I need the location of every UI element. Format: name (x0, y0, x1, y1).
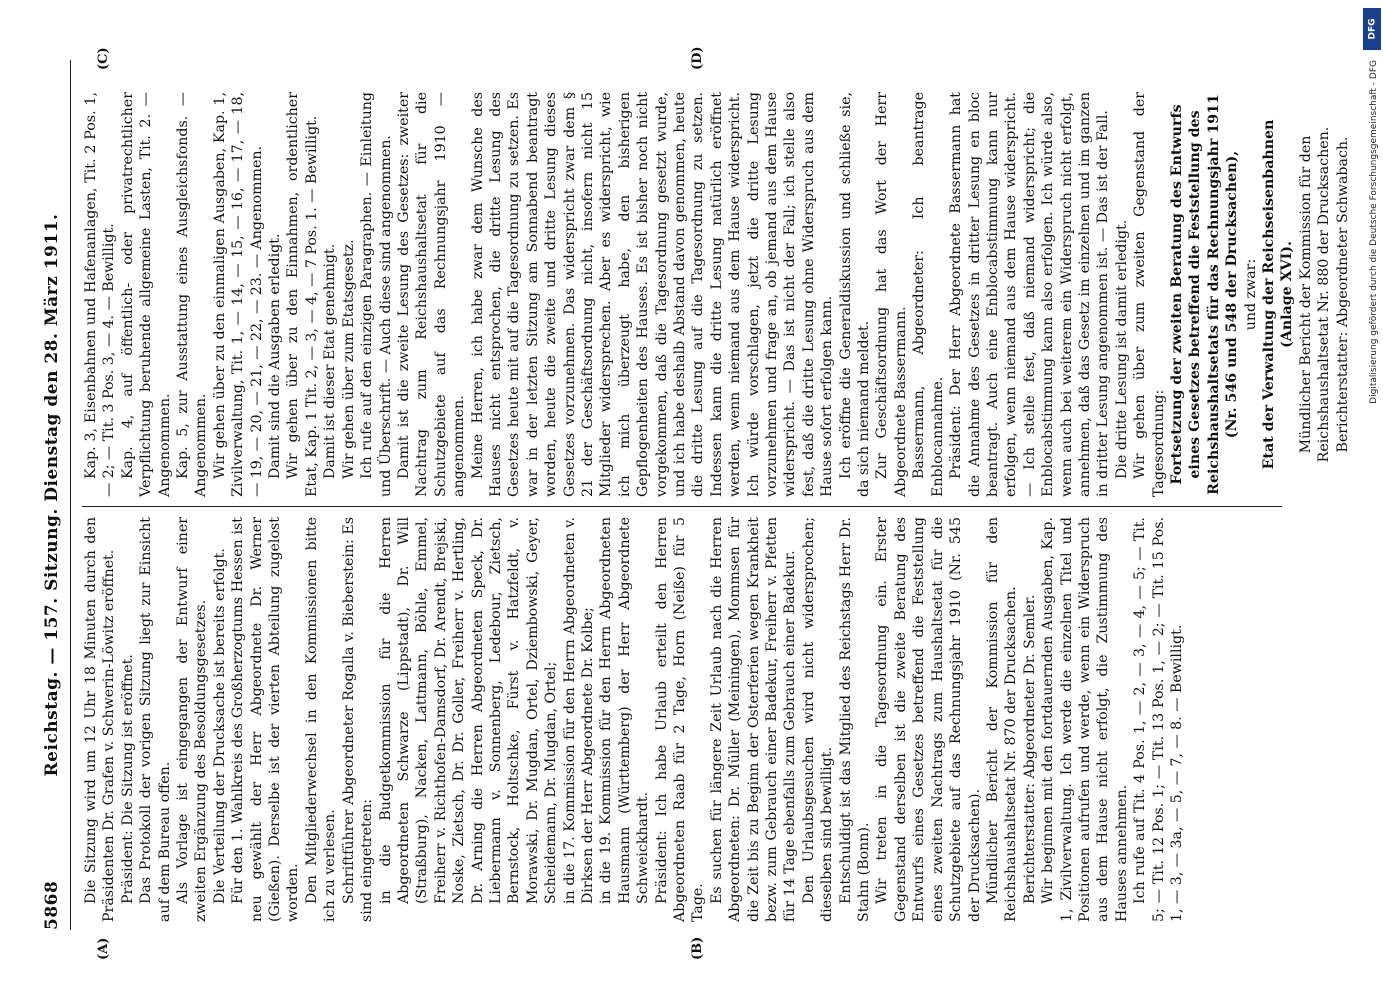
column-divider (82, 506, 1282, 507)
paragraph: Wir gehen über zum Etatsgesetz. (340, 239, 357, 479)
paragraph: Als Vorlage ist eingegangen der Entwurf einer zweiten Ergänzung des Besoldungsgesetzes. (175, 517, 210, 922)
paragraph: Berichterstatter: Abgeordneter Dr. Semler. (1021, 594, 1038, 904)
paragraph: in die Budgetkommission für die Herren Abgeordneten Schwarze (Lippstadt), Dr. Will (Straßburg), Nacken, Lattmann, Böhle, Emmel, Freiherr v. Richthofen-Damsdorf, Dr. Arendt, Brejski, Noske, Zietsch, Dr. Dr. Goller, Freiherr v. Hertling, Dr. Arning die Herren Abgeordneten Speck, Dr. Liebermann v. Sonnenberg, Ledebour, Zietsch, Bernstock, Holtschke, Fürst v. Hatzfeldt, v. Morawski, Dr. Mugdan, Ortel, Dziembowski, Geyer, Scheidemann, Dr. Mugdan, Ortel; (377, 517, 560, 904)
paragraph: Ich rufe auf Tit. 4 Pos. 1, — 2, — 3, — 4, — 5; — Tit. 5; — Tit. 12 Pos. 1; — Tit. 13 Pos. 1, — 2; — Tit. 15 Pos. 1, — 3, — 3a, — 5, — 7, — 8. — Bewilligt. (1132, 517, 1185, 922)
page-number: 5868 (42, 880, 62, 930)
margin-marker-b: (B) (690, 936, 705, 960)
scan-credit-strip (1359, 0, 1383, 1000)
paragraph: in die 19. Kommission für den Herrn Abgeordneten Hausmann (Württemberg) der Herr Abgeordnete Schweickhardt. (598, 517, 652, 904)
paragraph: Damit ist die zweite Lesung des Gesetzes: zweiter Nachtrag zum Reichshaushaltsetat für die Schutzgebiete auf das Rechnungsjahr 1910 — angenommen. (395, 92, 468, 497)
paragraph: Den Mitgliederwechsel in den Kommissionen bitte ich zu verlesen. (303, 517, 339, 922)
paragraph: Damit sind die Ausgaben erledigt. (267, 233, 284, 479)
paragraph: Kap. 5, zur Ausstattung eines Ausgleichsfonds. — Angenommen. (175, 92, 210, 497)
paragraph: Den Urlaubsgesuchen wird nicht widersprochen; dieselben sind bewilligt. (800, 517, 836, 922)
margin-marker-d: (D) (690, 46, 705, 70)
paragraph: Etat der Verwaltung der Reichseisenbahnen (Anlage XVI). (1261, 119, 1296, 470)
paragraph: Wir gehen über zum zweiten Gegenstand der Tagesordnung: (1132, 92, 1167, 497)
paragraph: Mündlicher Bericht der Kommission für den Reichshaushaltsetat Nr. 880 der Drucksachen. (1297, 126, 1333, 463)
margin-marker-a: (A) (96, 937, 111, 960)
paragraph: Fortsetzung der zweiten Beratung des Entwurfs eines Gesetzes betreffend die Feststellung des Reichshaushaltsetats für das Rechnungsjahr 1911 (Nr. 546 und 548 der Drucksachen), (1168, 94, 1241, 495)
paragraph: Berichterstatter: Abgeordneter Schwabach. (1334, 136, 1351, 453)
paragraph: Damit ist dieser Etat genehmigt. (322, 243, 339, 479)
paragraph: Wir treten in die Tagesordnung ein. Erster Gegenstand derselben ist die zweite Beratung des Entwurfs eines Gesetzes betreffend die Feststellung eines zweiten Nachtrags zum Haushaltsetat für die Schutzgebiete auf das Rechnungsjahr 1910 (Nr. 545 der Drucksachen). (874, 517, 983, 922)
paragraph: Die dritte Lesung ist damit erledigt. (1113, 219, 1130, 479)
paragraph: Wir beginnen mit den fortdauernden Ausgaben, Kap. 1, Zivilverwaltung. Ich werde die einzelnen Titel und Positionen aufrufen und werde, wenn ein Widerspruch aus dem Hause nicht erfolgt, die Zustimmung des Hauses annehmen. (1040, 517, 1130, 922)
margin-marker-c: (C) (96, 47, 111, 70)
paragraph: und zwar: (1242, 258, 1259, 331)
paragraph: Das Protokoll der vorigen Sitzung liegt zur Einsicht auf dem Bureau offen. (138, 517, 173, 922)
paragraph: Es suchen für längere Zeit Urlaub nach die Herren Abgeordneten: Dr. Müller (Meiningen), Mommsen für die Zeit bis zu Beginn der Osterferien wegen Krankheit bezw. zum Gebrauch einer Badekur, Freiherr v. Pfetten für 14 Tage ebenfalls zum Gebrauch einer Badekur. (708, 517, 799, 922)
paragraph: Kap. 4, auf öffentlich- oder privatrechtlicher Verpflichtung beruhende allgemeine Lasten, Tit. 2. — Angenommen. (119, 92, 173, 497)
paragraph: Ich eröffne die Generaldiskussion und schließe sie, da sich niemand meldet. (837, 92, 873, 497)
paragraph: Meine Herren, ich habe zwar dem Wunsche des Hauses nicht entsprochen, die dritte Lesung des Gesetzes heute mit auf die Tagesordnung zu setzen. Es war in der letzten Sitzung am Sonnabend beantragt worden, heute die zweite und dritte Lesung dieses Gesetzes vorzunehmen. Das widerspricht zwar dem § 21 der Geschäftsordnung nicht, insofern nicht 15 Mitglieder widersprechen. Aber es widerspricht, wie ich mich überzeugt habe, den bisherigen Gepflogenheiten des Hauses. Es ist bisher noch nicht vorgekommen, daß die Tagesordnung gesetzt wurde, und ich habe deshalb Abstand davon genommen, heute die dritte Lesung auf die Tagesordnung zu setzen. Indessen kann die dritte Lesung natürlich eröffnet werden, wenn niemand aus dem Hause widerspricht. Ich würde vorschlagen, jetzt die dritte Lesung vorzunehmen und frage an, ob jemand aus dem Hause widerspricht. — Das ist nicht der Fall; ich stelle also fest, daß die dritte Lesung ohne Widerspruch aus dem Hause sofort erfolgen kann. (469, 92, 836, 497)
header-rule (70, 60, 71, 930)
paragraph: Kap. 3, Eisenbahnen und Hafenanlagen, Tit. 2 Pos. 1, — 2; — Tit. 3 Pos. 3, — 4. — Bewilligt. (83, 92, 118, 497)
paragraph: Entschuldigt ist das Mitglied des Reichstags Herr Dr. Stahn (Bonn). (837, 517, 873, 922)
paragraph: Die Verteilung der Drucksache ist bereits erfolgt. (211, 548, 228, 904)
paragraph: Für den 1. Wahlkreis des Großherzogtums Hessen ist neu gewählt der Herr Abgeordnete Dr. Werner (Gießen). Derselbe ist der vierten Abteilung zugelost worden. (230, 517, 302, 922)
page-header (42, 60, 68, 930)
paragraph: Mündlicher Bericht der Kommission für den Reichshaushaltsetat Nr. 870 der Drucksachen. (984, 517, 1020, 922)
left-column (82, 517, 1302, 922)
paragraph: Präsident: Der Herr Abgeordnete Bassermann hat die Annahme des Gesetzes in dritter Lesung en bloc beantragt. Auch eine Enblocabstimmung kann nur erfolgen, wenn niemand aus dem Hause widerspricht. — Ich stelle fest, daß niemand widerspricht; die Enblocabstimmung kann also erfolgen. Ich würde also, wenn auch bei weiterem ein Widerspruch nicht erfolgt, annehmen, daß das Gesetz im einzelnen und im ganzen in dritter Lesung angenommen ist. — Das ist der Fall. (948, 92, 1112, 497)
paragraph: Ich rufe auf den einzigen Paragraphen. — Einleitung und Überschrift. — Auch diese sind angenommen. (359, 92, 394, 497)
paragraph: Bassermann, Abgeordneter: Ich beantrage Enblocannahme. (911, 92, 946, 497)
paragraph: Die Sitzung wird um 12 Uhr 18 Minuten durch den Präsidenten Dr. Grafen v. Schwerin-Löwitz eröffnet. (83, 517, 118, 922)
digitization-credit: Digitalisierung gefördert durch die Deutsche Forschungsgemeinschaft - DFG (1369, 60, 1379, 404)
right-column (82, 92, 1351, 497)
paragraph: Zur Geschäftsordnung hat das Wort der Herr Abgeordnete Bassermann. (874, 92, 909, 497)
paragraph: Schriftführer Abgeordneter Rogalla v. Bieberstein: Es sind eingetreten: (340, 517, 376, 922)
paragraph: Wir gehen über zu den einmaligen Ausgaben, Kap. 1, Zivilverwaltung, Tit. 1, — 14, — 15, — 16, — 17, — 18, — 19, — 20, — 21, — 22, — 23. — Angenommen. (211, 92, 265, 497)
paragraph: Wir gehen über zu den Einnahmen, ordentlicher Etat, Kap. 1 Tit. 2, — 3, — 4, — 7 Pos. 1. — Bewilligt. (285, 92, 320, 497)
paragraph: Präsident: Ich habe Urlaub erteilt den Herren Abgeordneten Raab für 2 Tage, Horn (Neiße) für 5 Tage. (653, 517, 707, 922)
dfg-logo: DFG (1363, 8, 1381, 50)
paragraph: Präsident: Die Sitzung ist eröffnet. (119, 654, 136, 904)
paragraph: in die 17. Kommission für den Herrn Abgeordneten v. Dirksen der Herr Abgeordnete Dr. Kolbe; (561, 517, 596, 904)
page-title: Reichstag. — 157. Sitzung. Dienstag den 28. März 1911. (42, 213, 62, 777)
